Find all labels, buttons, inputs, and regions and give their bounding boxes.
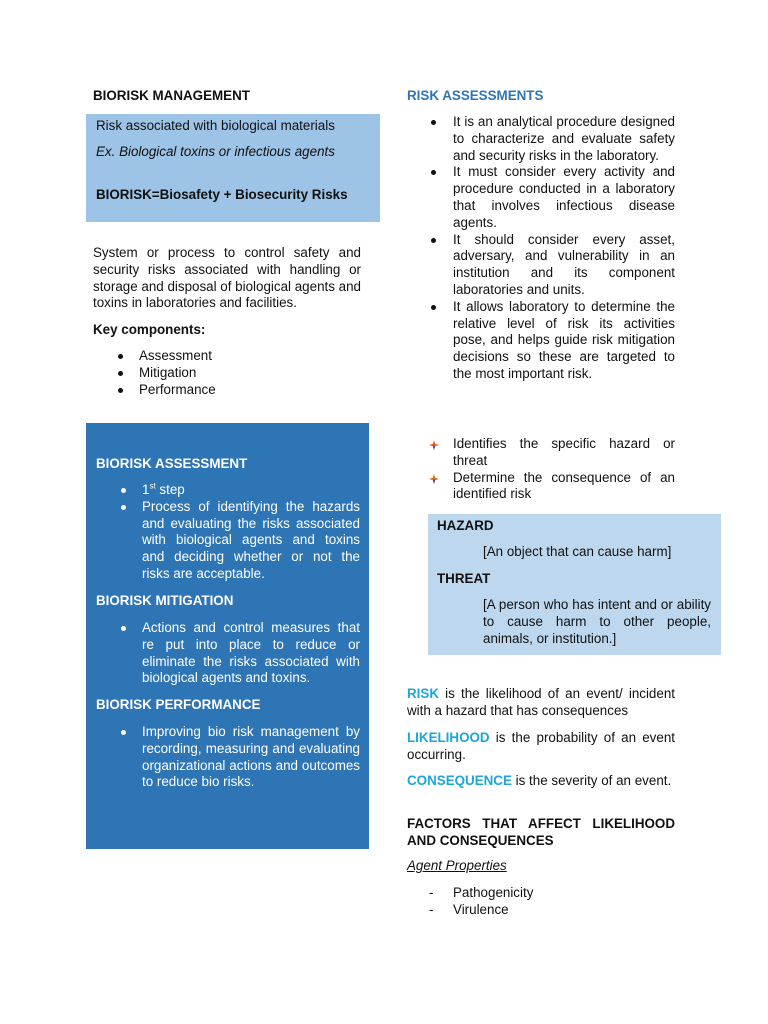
factors-heading: FACTORS THAT AFFECT LIKELIHOOD AND CONSEQUENCES (407, 816, 675, 848)
list-item: It should consider every asset, adversary, and vulnerability in an institution and its component laboratories and units. (453, 231, 675, 297)
list-item: Performance (139, 381, 216, 397)
list-item: It is an analytical procedure designed to characterize and evaluate safety and security risks in the laboratory. (453, 114, 675, 163)
key-components-heading: Key components: (93, 322, 206, 337)
threat-heading: THREAT (437, 571, 491, 586)
assessment-list (142, 482, 360, 583)
list-item: Improving bio risk management by recording, measuring and evaluating organizational actions and outcomes to reduce bio risks. (142, 724, 360, 790)
key-components-list (139, 348, 216, 398)
biorisk-performance-heading: BIORISK PERFORMANCE (96, 697, 261, 712)
biorisk-phases-box (86, 423, 369, 849)
list-item (453, 470, 675, 504)
risk-term: RISK (407, 686, 439, 701)
identify-list (453, 436, 675, 503)
hazard-heading: HAZARD (437, 518, 494, 533)
risk-assessments-heading: RISK ASSESSMENTS (407, 88, 544, 103)
risk-text: is the likelihood of an event/ incident with a hazard that has consequences (407, 686, 675, 718)
list-item: - Virulence (453, 902, 533, 919)
system-description: System or process to control safety and security risks associated with handling or storage and disposal of biological agents and toxins in laboratories and facilities. (93, 245, 362, 311)
biorisk-management-definition: Risk associated with biological materials (96, 118, 335, 133)
risk-assessments-list (453, 114, 675, 383)
list-item: - Pathogenicity (453, 885, 533, 902)
step-number: 1 (142, 482, 150, 497)
consequence-text: is the severity of an event. (511, 773, 672, 788)
biorisk-management-heading: BIORISK MANAGEMENT (93, 88, 250, 103)
likelihood-term: LIKELIHOOD (407, 730, 490, 745)
list-item: It allows laboratory to determine the relative level of risk its activities pose, and helps guide risk mitigation decisions so these are targeted to the most important risk. (453, 298, 675, 381)
list-item (142, 482, 360, 499)
performance-list (142, 724, 360, 791)
list-item: Actions and control measures that re put into place to reduce or eliminate the risks associated with biological agents and toxins. (142, 620, 360, 686)
threat-definition: [A person who has intent and or ability to cause harm to other people, animals, or institution.] (483, 597, 711, 646)
agent-properties-heading: Agent Properties (407, 858, 507, 873)
agent-properties-list (453, 885, 533, 919)
step-ordinal: st (149, 481, 156, 491)
identify-text: Identifies the specific hazard or threat (453, 436, 675, 468)
four-point-star-icon (429, 440, 439, 450)
four-point-star-icon (429, 474, 439, 484)
risk-definition (407, 686, 675, 720)
consequence-definition (407, 773, 675, 790)
identify-text: Determine the consequence of an identified risk (453, 469, 675, 502)
likelihood-definition (407, 730, 675, 764)
list-item: It must consider every activity and procedure conducted in a laboratory that involves infectious disease agents. (453, 164, 675, 230)
biorisk-assessment-heading: BIORISK ASSESSMENT (96, 456, 248, 471)
step-label: step (155, 482, 185, 497)
list-item (453, 436, 675, 470)
biorisk-formula: BIORISK=Biosafety + Biosecurity Risks (96, 187, 348, 202)
biorisk-mitigation-heading: BIORISK MITIGATION (96, 593, 234, 608)
list-item: Process of identifying the hazards and evaluating the risks associated with biological agents and toxins and deciding whether or not the risks are acceptable. (142, 498, 360, 581)
mitigation-list (142, 620, 360, 687)
list-item: Mitigation (139, 365, 216, 382)
hazard-definition: [An object that can cause harm] (483, 544, 672, 559)
biorisk-example: Ex. Biological toxins or infectious agents (96, 144, 335, 159)
list-item: Assessment (139, 348, 216, 365)
consequence-term: CONSEQUENCE (407, 773, 512, 788)
likelihood-text: is the probability of an event occurring. (407, 730, 675, 762)
